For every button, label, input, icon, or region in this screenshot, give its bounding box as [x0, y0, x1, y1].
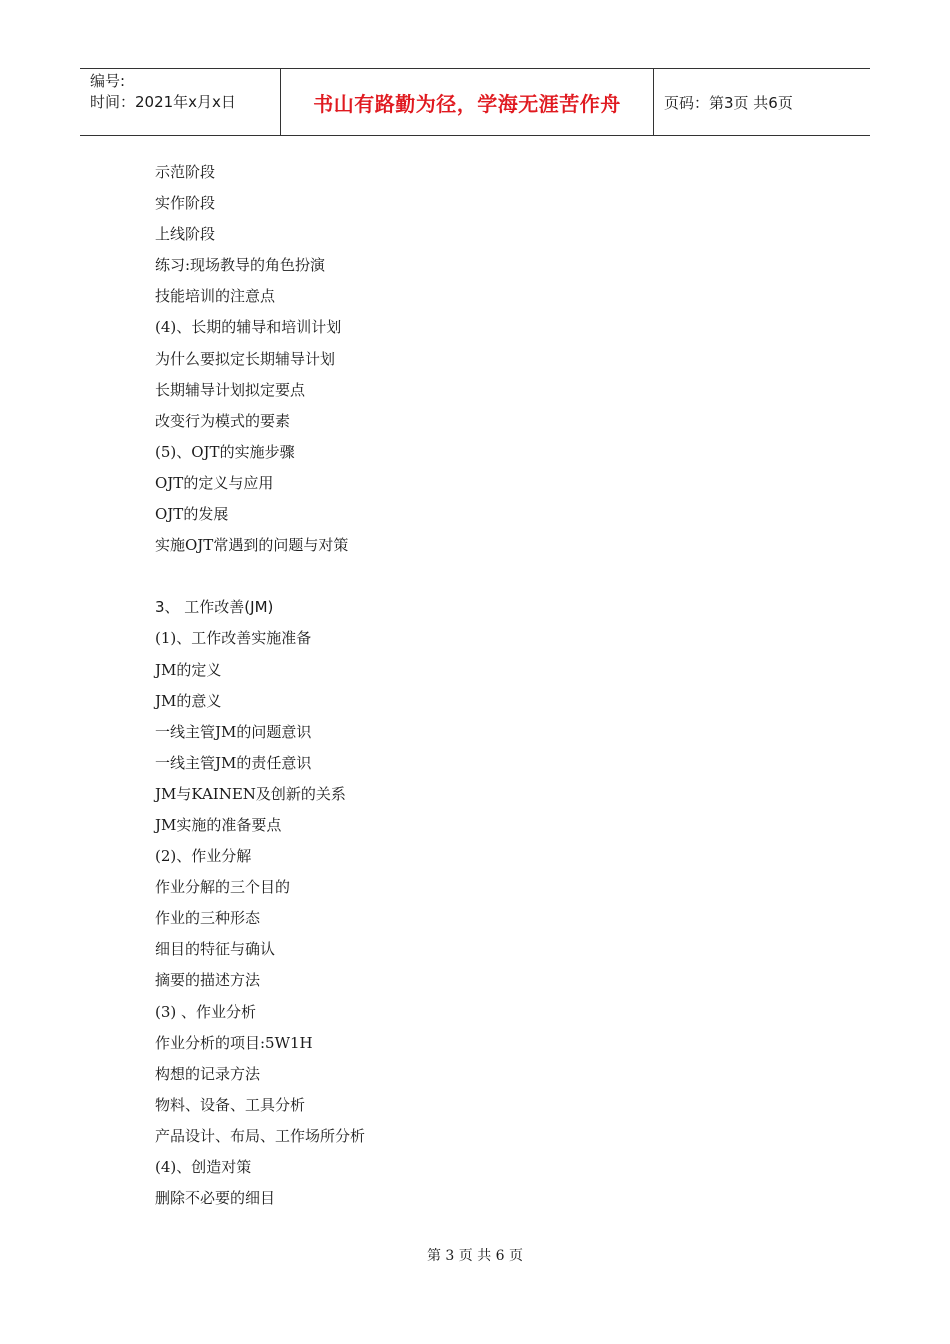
text-line: 构想的记录方法: [155, 1064, 261, 1083]
section-heading: 3、 工作改善(JM): [155, 598, 274, 617]
text-line: 作业的三种形态: [155, 909, 261, 928]
subsection-heading: (4)、创造对策: [155, 1158, 252, 1176]
document-number-label: 编号:: [90, 72, 126, 90]
text-line: JM与KAINEN及创新的关系: [155, 784, 346, 803]
text-line: JM实施的准备要点: [155, 815, 282, 834]
document-time-label: 时间：2021年x月x日: [90, 93, 236, 111]
text-line: OJT的定义与应用: [155, 473, 274, 492]
text-line: OJT的发展: [155, 505, 229, 524]
text-line: 细目的特征与确认: [155, 940, 276, 959]
text-line: 技能培训的注意点: [155, 287, 276, 306]
text-line: 作业分析的项目:5W1H: [155, 1033, 313, 1052]
text-line: 产品设计、布局、工作场所分析: [155, 1126, 366, 1145]
text-line: 摘要的描述方法: [155, 971, 261, 990]
text-line: 为什么要拟定长期辅导计划: [155, 349, 336, 368]
text-line: 一线主管JM的责任意识: [155, 753, 312, 772]
text-line: 删除不必要的细目: [155, 1189, 276, 1208]
text-line: 上线阶段: [155, 225, 216, 244]
subsection-heading: (1)、工作改善实施准备: [155, 629, 312, 648]
text-line: JM的定义: [155, 660, 222, 679]
text-line: 实作阶段: [155, 194, 216, 213]
subsection-heading: (4)、长期的辅导和培训计划: [155, 318, 342, 337]
document-body: [155, 158, 805, 1215]
header-meta: [80, 69, 281, 135]
header-motto: 书山有路勤为径，学海无涯苦作舟: [281, 69, 654, 135]
text-line: 作业分解的三个目的: [155, 878, 291, 897]
text-line: 改变行为模式的要素: [155, 411, 291, 430]
text-line: 物料、设备、工具分析: [155, 1095, 306, 1114]
subsection-heading: (2)、作业分解: [155, 847, 252, 866]
subsection-heading: (5)、OJT的实施步骤: [155, 442, 295, 461]
header-page-info: 页码：第3页 共6页: [664, 93, 793, 112]
subsection-heading: (3) 、作业分析: [155, 1002, 257, 1021]
blank-line: [155, 562, 805, 593]
text-line: 一线主管JM的问题意识: [155, 722, 312, 741]
page-header: [80, 68, 870, 136]
text-line: 长期辅导计划拟定要点: [155, 380, 306, 399]
text-line: 练习:现场教导的角色扮演: [155, 256, 326, 275]
text-line: JM的意义: [155, 691, 222, 710]
text-line: 示范阶段: [155, 163, 216, 181]
text-line: 实施OJT常遇到的问题与对策: [155, 536, 349, 555]
page-footer: 第 3 页 共 6 页: [426, 1248, 524, 1264]
